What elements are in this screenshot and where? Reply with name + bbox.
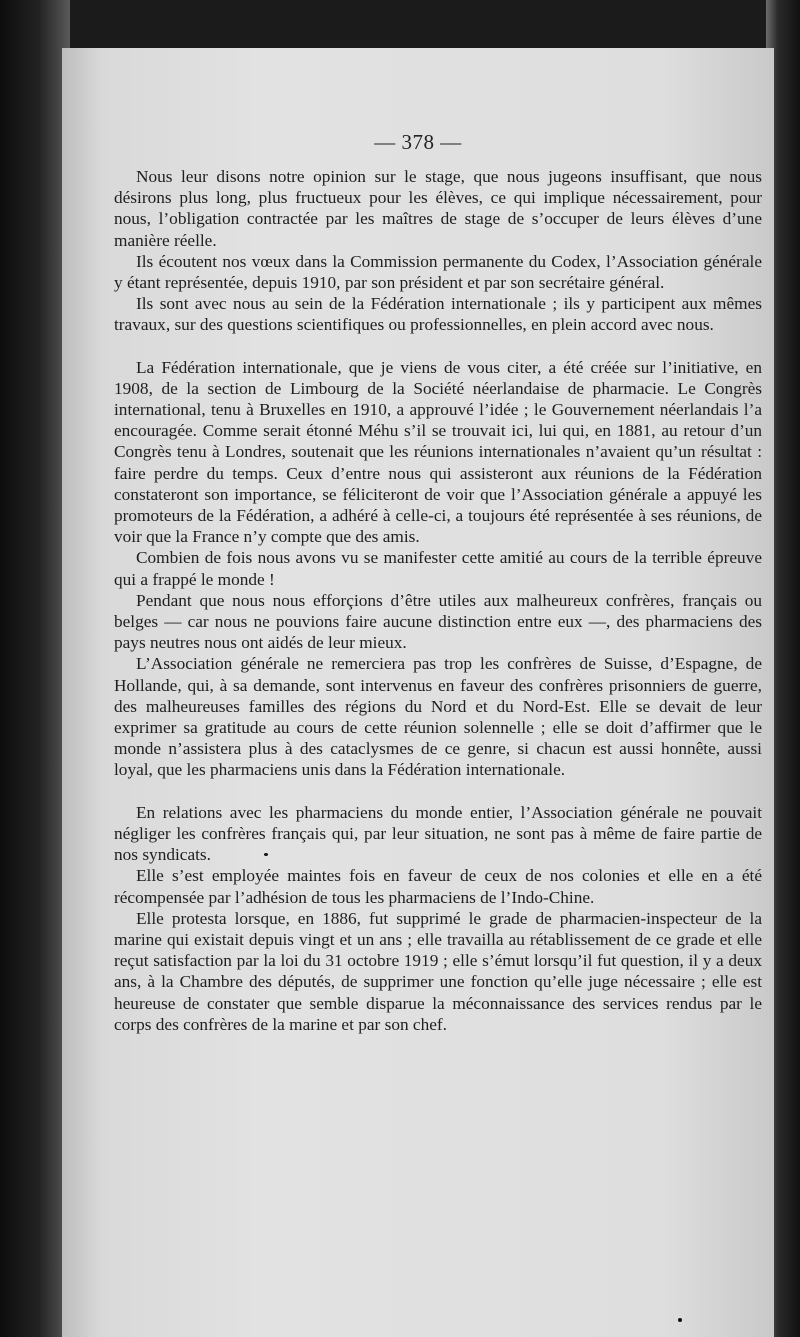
left-scan-shadow xyxy=(0,0,70,1337)
body-text xyxy=(114,166,762,1035)
page-number: — 378 — xyxy=(374,130,462,154)
paragraph: Pendant que nous nous efforçions d’être utiles aux malheureux confrères, français ou belges — car nous ne pouvions faire aucune distinction entre eux —, des pharmaciens des pays neutres nous ont aidés de leur mieux. xyxy=(114,590,762,653)
paragraph: Combien de fois nous avons vu se manifester cette amitié au cours de la terrible épreuve qui a frappé le monde ! xyxy=(114,548,762,589)
paragraph: En relations avec les pharmaciens du monde entier, l’Association générale ne pouvait négliger les confrères français qui, par leur situation, ne sont pas à même de faire partie de nos syndicats. xyxy=(114,802,762,865)
ink-speck xyxy=(678,1318,682,1322)
paragraph: Elle s’est employée maintes fois en faveur de ceux de nos colonies et elle en a été récompensée par l’adhésion de tous les pharmaciens de l’Indo-Chine. xyxy=(114,866,762,907)
ink-speck xyxy=(264,853,268,856)
paragraph: Ils sont avec nous au sein de la Fédération internationale ; ils y participent aux mêmes travaux, sur des questions scientifiques ou professionnelles, en plein accord avec nous. xyxy=(114,294,762,335)
paragraph: L’Association générale ne remerciera pas trop les confrères de Suisse, d’Espagne, de Hollande, qui, à sa demande, sont intervenus en faveur des confrères prisonniers de guerre, des malheureuses familles des régions du Nord et du Nord-Est. Elle se devait de leur exprimer sa gratitude au cours de cette réunion solennelle ; elle se doit d’affirmer que le monde n’assistera plus à des cataclysmes de ce genre, si chacun est aussi honnête, aussi loyal, que les pharmaciens unis dans la Fédération internationale. xyxy=(114,654,762,780)
paragraph: Elle protesta lorsque, en 1886, fut supprimé le grade de pharmacien-inspecteur de la marine qui existait depuis vingt et un ans ; elle travailla au rétablissement de ce grade et elle reçut satisfaction par la loi du 31 octobre 1919 ; elle s’émut lorsqu’il fut question, il y a deux ans, à la Chambre des députés, de supprimer une fonction qu’elle juge nécessaire ; elle est heureuse de constater que semble disparue la méconnaissance des services rendus par le corps des confrères de la marine et par son chef. xyxy=(114,908,762,1034)
paragraph: La Fédération internationale, que je viens de vous citer, a été créée sur l’initiative, en 1908, de la section de Limbourg de la Société néerlandaise de pharmacie. Le Congrès international, tenu à Bruxelles en 1910, a approuvé l’idée ; le Gouvernement néerlandais l’a encouragée. Comme serait étonné Méhu s’il se trouvait ici, lui qui, en 1881, au retour d’un Congrès tenu à Londres, soutenait que les réunions internationales n’avaient qu’un résultat : faire perdre du temps. Ceux d’entre nous qui assisteront aux réunions de la Fédération constateront son importance, se féliciteront de voir que l’Association générale a appuyé les promoteurs de la Fédération, a adhéré à celle-ci, a toujours été représentée à ses réunions, de voir que la France n’y compte que des amis. xyxy=(114,357,762,547)
paragraph: Nous leur disons notre opinion sur le stage, que nous jugeons insuffisant, que nous désirons plus long, plus fructueux pour les élèves, ce qui implique nécessairement, pour nous, l’obligation contractée par les maîtres de stage de s’occuper de leurs élèves d’une manière réelle. xyxy=(114,167,762,250)
paragraph: Ils écoutent nos vœux dans la Commission permanente du Codex, l’Association générale y étant représentée, depuis 1910, par son président et par son secrétaire général. xyxy=(114,251,762,293)
